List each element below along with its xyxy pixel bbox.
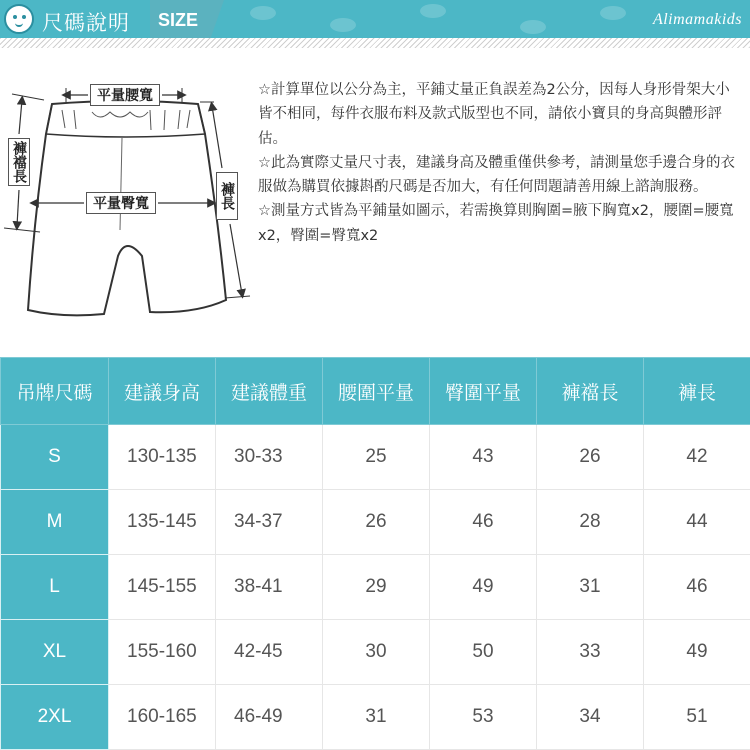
table-cell: 42 — [644, 425, 750, 490]
note-item: ☆測量方式皆為平鋪量如圖示，若需換算則胸圍=腋下胸寬x2，腰圍=腰寬x2，臀圍=臀寬x2 — [258, 203, 734, 244]
column-header-hip: 臀圍平量 — [430, 358, 537, 425]
table-cell: 29 — [323, 555, 430, 620]
table-cell: 160-165 — [109, 685, 216, 750]
size-cell: M — [1, 490, 109, 555]
table-row — [1, 685, 750, 750]
size-cell: L — [1, 555, 109, 620]
column-header-height: 建議身高 — [109, 358, 216, 425]
column-header-size: 吊牌尺碼 — [1, 358, 109, 425]
table-cell: 31 — [323, 685, 430, 750]
rise-length-label: 褲襠長 — [8, 138, 30, 186]
table-cell: 34-37 — [216, 490, 323, 555]
column-header-length: 褲長 — [644, 358, 750, 425]
size-cell: S — [1, 425, 109, 490]
size-cell: 2XL — [1, 685, 109, 750]
table-cell: 42-45 — [216, 620, 323, 685]
table-header-row — [1, 358, 750, 425]
column-header-rise: 褲襠長 — [537, 358, 644, 425]
page-title: 尺碼說明 — [42, 11, 130, 35]
table-cell: 30-33 — [216, 425, 323, 490]
table-cell: 44 — [644, 490, 750, 555]
table-cell: 26 — [323, 490, 430, 555]
note-item: ☆計算單位以公分為主，平鋪丈量正負誤差為2公分，因每人身形骨架大小皆不相同，每件衣服布料及款式版型也不同，請依小寶貝的身高與體形評估。 — [258, 82, 730, 147]
table-cell: 135-145 — [109, 490, 216, 555]
table-cell: 46 — [644, 555, 750, 620]
table-cell: 51 — [644, 685, 750, 750]
waist-width-label: 平量腰寬 — [90, 84, 160, 106]
mascot-logo-icon — [4, 4, 34, 34]
table-cell: 34 — [537, 685, 644, 750]
note-item: ☆此為實際丈量尺寸表，建議身高及體重僅供參考，請測量您手邊合身的衣服做為購買依據斟酌尺碼是否加大，有任何問題請善用線上諮詢服務。 — [258, 154, 735, 196]
header-divider — [0, 38, 750, 48]
column-header-weight: 建議體重 — [216, 358, 323, 425]
table-row — [1, 555, 750, 620]
table-cell: 155-160 — [109, 620, 216, 685]
table-cell: 33 — [537, 620, 644, 685]
table-row — [1, 620, 750, 685]
table-cell: 50 — [430, 620, 537, 685]
table-cell: 28 — [537, 490, 644, 555]
table-cell: 49 — [644, 620, 750, 685]
size-cell: XL — [1, 620, 109, 685]
hip-width-label: 平量臀寬 — [86, 192, 156, 214]
size-chart-table — [0, 357, 750, 750]
table-row — [1, 490, 750, 555]
table-cell: 145-155 — [109, 555, 216, 620]
table-cell: 130-135 — [109, 425, 216, 490]
table-cell: 31 — [537, 555, 644, 620]
table-cell: 38-41 — [216, 555, 323, 620]
table-row — [1, 425, 750, 490]
page-subtitle: SIZE — [158, 10, 199, 30]
table-cell: 46 — [430, 490, 537, 555]
column-header-waist: 腰圍平量 — [323, 358, 430, 425]
table-cell: 43 — [430, 425, 537, 490]
table-cell: 49 — [430, 555, 537, 620]
table-cell: 53 — [430, 685, 537, 750]
brand-logo: Alimamakids — [652, 11, 742, 28]
pants-length-label: 褲長 — [216, 172, 238, 220]
measurement-diagram — [0, 60, 255, 320]
header-bar — [0, 0, 750, 38]
table-cell: 30 — [323, 620, 430, 685]
size-notes — [258, 78, 744, 248]
table-cell: 26 — [537, 425, 644, 490]
table-cell: 25 — [323, 425, 430, 490]
table-cell: 46-49 — [216, 685, 323, 750]
